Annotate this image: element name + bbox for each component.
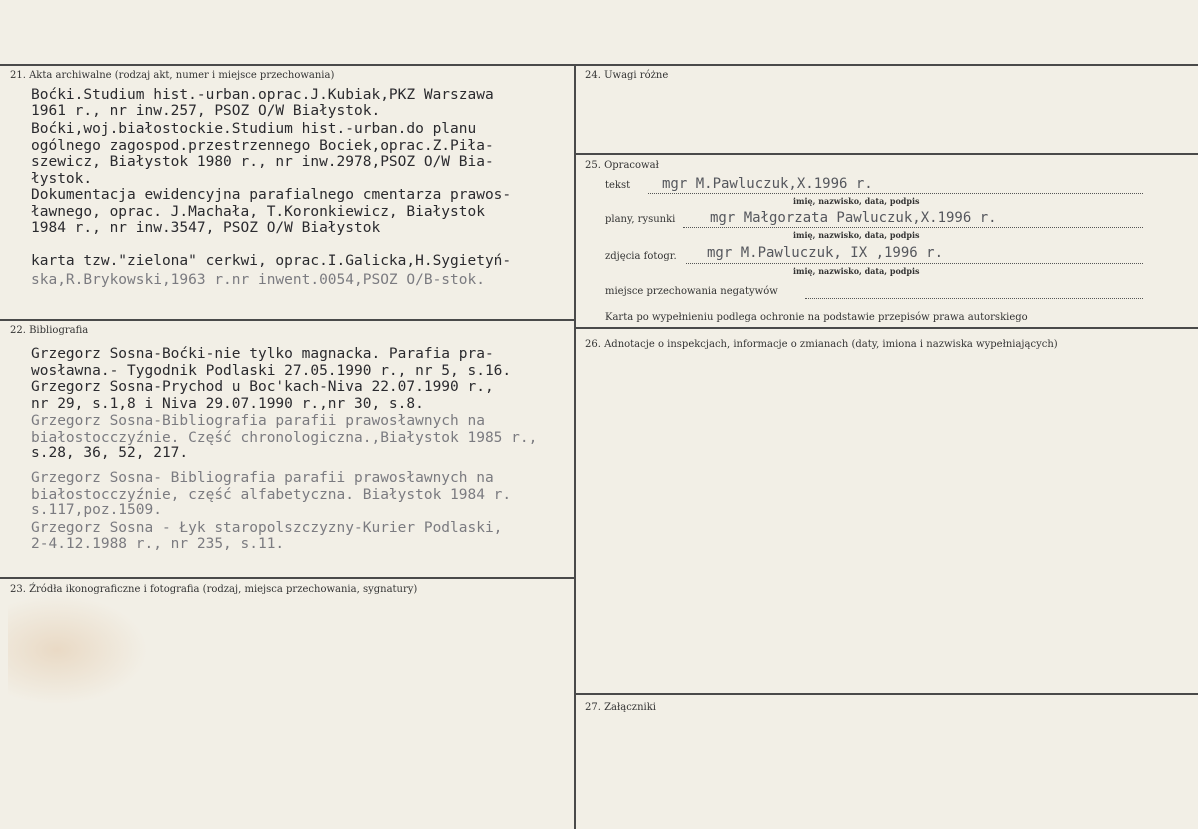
archive-line: Dokumentacja ewidencyjna parafialnego cmentarza prawos- (31, 187, 512, 203)
tekst-caption: imię, nazwisko, data, podpis (793, 196, 920, 206)
divider-25-26 (575, 327, 1198, 329)
archive-line: ławnego, oprac. J.Machała, T.Koronkiewicz, Białystok (31, 204, 485, 220)
bibliography-line: białostocczyźnie. Część chronologiczna.,Białystok 1985 r., (31, 430, 538, 446)
bibliography-line: Grzegorz Sosna - Łyk staropolszczyzny-Kurier Podlaski, (31, 520, 503, 536)
bibliography-line: Grzegorz Sosna-Boćki-nie tylko magnacka. Parafia pra- (31, 346, 494, 362)
zdjecia-value: mgr M.Pawluczuk, IX ,1996 r. (707, 245, 944, 261)
divider-24-25 (575, 153, 1198, 155)
section-26-header: 26. Adnotacje o inspekcjach, informacje o zmianach (daty, imiona i nazwiska wypełniających) (585, 339, 1058, 350)
section-25-header: 25. Opracował (585, 160, 659, 171)
archive-line: łystok. (31, 171, 93, 187)
divider-22-23 (0, 577, 575, 579)
bibliography-line: Grzegorz Sosna- Bibliografia parafii prawosławnych na (31, 470, 494, 486)
tekst-value: mgr M.Pawluczuk,X.1996 r. (662, 176, 873, 192)
divider-26-27 (575, 693, 1198, 695)
center-divider (574, 64, 576, 829)
archive-line: karta tzw."zielona" cerkwi, oprac.I.Galicka,H.Sygietyń- (31, 253, 512, 269)
top-border (0, 64, 1198, 66)
bibliography-line: Grzegorz Sosna-Prychod u Boc'kach-Niva 22.07.1990 r., (31, 379, 494, 395)
archive-line: 1961 r., nr inw.257, PSOZ O/W Białystok. (31, 103, 381, 119)
archive-line: Boćki,woj.białostockie.Studium hist.-urban.do planu (31, 121, 477, 137)
bibliography-line: s.28, 36, 52, 217. (31, 445, 189, 461)
zdjecia-caption: imię, nazwisko, data, podpis (793, 266, 920, 276)
section-23-header: 23. Źródła ikonograficzne i fotografia (rodzaj, miejsca przechowania, sygnatury) (10, 584, 418, 595)
plany-label: plany, rysunki (605, 214, 676, 225)
archive-line: ogólnego zagospod.przestrzennego Bociek,oprac.Z.Piła- (31, 138, 494, 154)
tekst-line (648, 193, 1143, 194)
divider-21-22 (0, 319, 575, 321)
plany-value: mgr Małgorzata Pawluczuk,X.1996 r. (710, 210, 997, 226)
archive-line: szewicz, Białystok 1980 r., nr inw.2978,PSOZ O/W Bia- (31, 154, 494, 170)
bibliography-line: 2-4.12.1988 r., nr 235, s.11. (31, 536, 285, 552)
archive-line: ska,R.Brykowski,1963 r.nr inwent.0054,PSOZ O/B-stok. (31, 272, 485, 288)
copyright-note: Karta po wypełnieniu podlega ochronie na podstawie przepisów prawa autorskiego (605, 312, 1028, 323)
bibliography-line: s.117,poz.1509. (31, 502, 162, 518)
paper-stain (8, 595, 148, 705)
bibliography-line: nr 29, s.1,8 i Niva 29.07.1990 r.,nr 30, s.8. (31, 396, 424, 412)
section-27-header: 27. Załączniki (585, 702, 656, 713)
archive-line: Boćki.Studium hist.-urban.oprac.J.Kubiak,PKZ Warszawa (31, 87, 494, 103)
bibliography-line: Grzegorz Sosna-Bibliografia parafii prawosławnych na (31, 413, 485, 429)
section-21-header: 21. Akta archiwalne (rodzaj akt, numer i miejsce przechowania) (10, 70, 335, 81)
section-22-header: 22. Bibliografia (10, 325, 89, 336)
archive-line: 1984 r., nr inw.3547, PSOZ O/W Białystok (31, 220, 381, 236)
plany-line (683, 227, 1143, 228)
negatyw-label: miejsce przechowania negatywów (605, 286, 778, 297)
zdjecia-label: zdjęcia fotogr. (605, 251, 677, 262)
bibliography-line: białostocczyźnie, część alfabetyczna. Białystok 1984 r. (31, 487, 512, 503)
bibliography-line: wosławna.- Tygodnik Podlaski 27.05.1990 r., nr 5, s.16. (31, 363, 512, 379)
plany-caption: imię, nazwisko, data, podpis (793, 230, 920, 240)
tekst-label: tekst (605, 180, 631, 191)
section-24-header: 24. Uwagi różne (585, 70, 669, 81)
zdjecia-line (686, 263, 1143, 264)
negatyw-line (805, 298, 1143, 299)
